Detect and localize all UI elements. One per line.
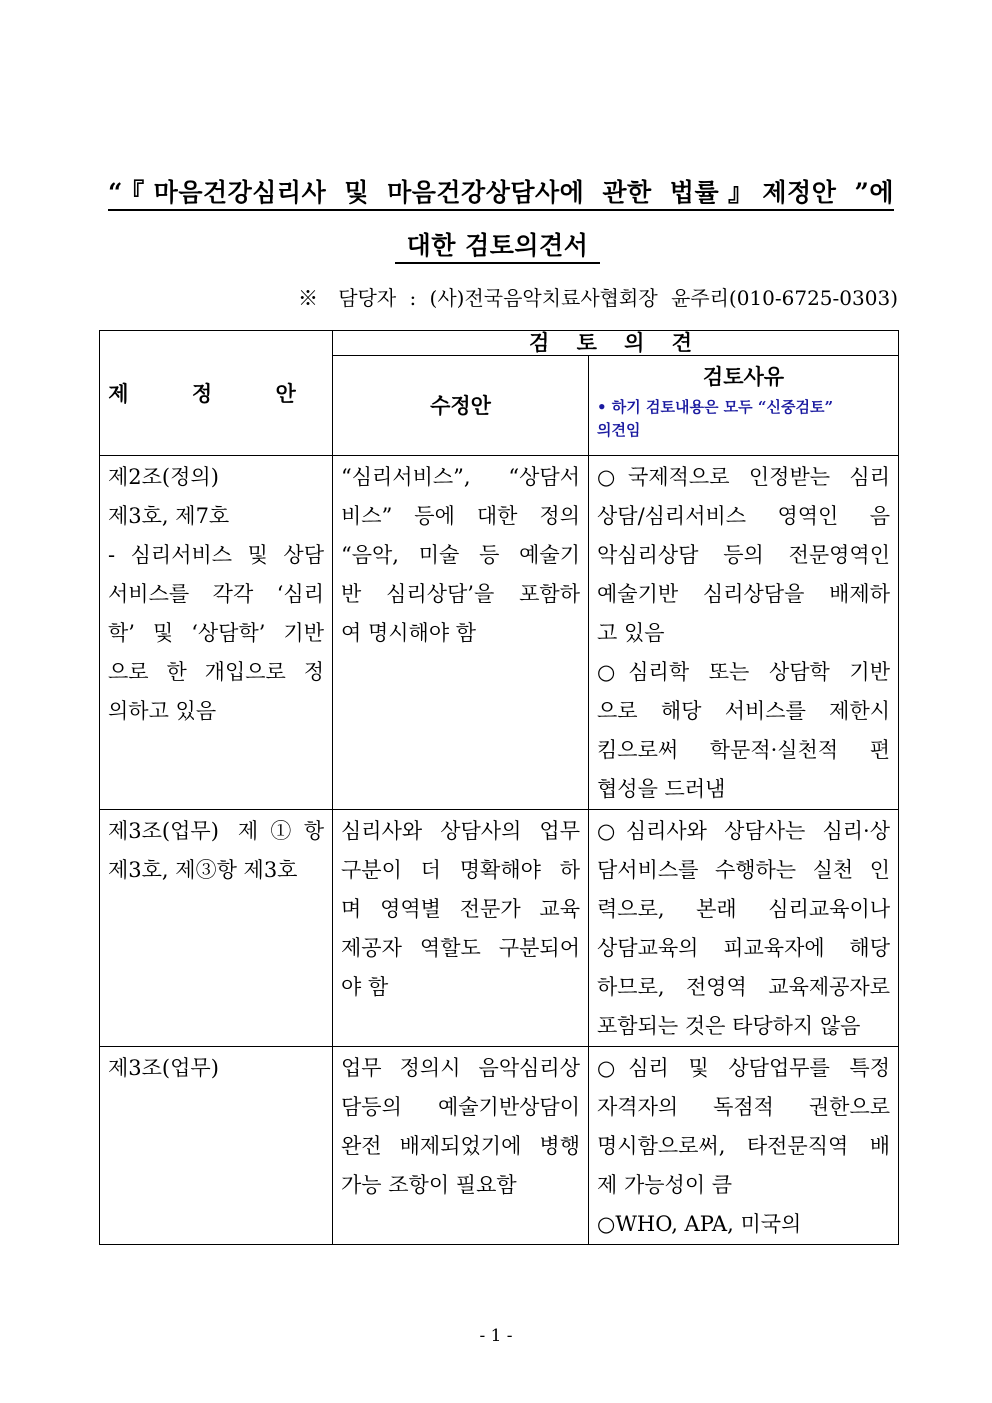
header-reason-cell [589, 356, 899, 456]
revision-text-line: 야 함 [341, 975, 389, 999]
header-note: • 하기 검토내용은 모두 “신중검토” [597, 398, 834, 416]
reason-text-line: 포함되는 것은 타당하지 않음 [597, 1014, 861, 1038]
revision-text-line: 구분이 더 명확해야 하 [341, 858, 580, 882]
revision-cell [333, 810, 589, 1047]
contact-info: ※ 담당자 : (사)전국음악치료사협회장 윤주리(010-6725-0303) [298, 286, 898, 310]
header-reason: 검토사유 [702, 364, 785, 389]
reason-text-line: 상담교육의 피교육자에 해당 [597, 936, 891, 960]
reason-cell [589, 810, 899, 1047]
reason-text-line: 예술기반 심리상담을 배제하 [597, 582, 891, 606]
revision-text-line: 가능 조항이 필요함 [341, 1173, 517, 1197]
header-proposal: 제 정 안 [100, 331, 333, 456]
revision-text-line: 반 심리상담’을 포함하 [341, 582, 580, 606]
revision-text-line: 며 영역별 전문가 교육 [341, 897, 580, 921]
revision-text-line: “심리서비스”, “상담서 [341, 465, 580, 489]
proposal-text-line: 제3조(업무) [108, 1056, 219, 1080]
table-row [100, 810, 899, 1047]
reason-text-line: 자격자의 독점적 권한으로 [597, 1095, 891, 1119]
proposal-text-line: 으로 한 개입으로 정 [108, 660, 324, 684]
reason-text-line: ○심리학 또는 상담학 기반 [597, 660, 891, 684]
revision-text-line: 완전 배제되었기에 병행 [341, 1134, 580, 1158]
table-row [100, 456, 899, 810]
header-review-opinion: 검 토 의 견 [333, 331, 899, 356]
reason-text-line: 으로 해당 서비스를 제한시 [597, 699, 891, 723]
revision-text-line: 심리사와 상담사의 업무 [341, 819, 580, 843]
proposal-cell [100, 1047, 333, 1245]
proposal-text-line: 제3호, 제7호 [108, 504, 230, 528]
proposal-text-line: 학’ 및 ‘상담학’ 기반 [108, 621, 324, 645]
review-table [99, 330, 899, 1245]
reason-text-line: 악심리상담 등의 전문영역인 [597, 543, 891, 567]
reason-text-line: 상담/심리서비스 영역인 음 [597, 504, 891, 528]
reason-cell [589, 456, 899, 810]
table-row [100, 1047, 899, 1245]
reason-text-line: ○WHO, APA, 미국의 [597, 1212, 802, 1236]
revision-text-line: 담등의 예술기반상담이 [341, 1095, 580, 1119]
reason-text-line: 협성을 드러냄 [597, 777, 726, 801]
reason-cell [589, 1047, 899, 1245]
proposal-text-line: 제3호, 제③항 제3호 [108, 858, 298, 882]
reason-text-line: 하므로, 전영역 교육제공자로 [597, 975, 891, 999]
proposal-text-line: - 심리서비스 및 상담 [108, 543, 324, 567]
reason-text-line: 력으로, 본래 심리교육이나 [597, 897, 891, 921]
revision-text-line: 비스” 등에 대한 정의 [341, 504, 580, 528]
reason-text-line: ○심리사와 상담사는 심리·상 [597, 819, 891, 843]
proposal-cell [100, 456, 333, 810]
reason-text-line: 킴으로써 학문적·실천적 편 [597, 738, 891, 762]
proposal-text-line: 제2조(정의) [108, 465, 219, 489]
revision-text-line: “음악, 미술 등 예술기 [341, 543, 580, 567]
revision-text-line: 여 명시해야 함 [341, 621, 477, 645]
reason-text-line: ○국제적으로 인정받는 심리 [597, 465, 891, 489]
reason-text-line: ○심리 및 상담업무를 특정 [597, 1056, 891, 1080]
proposal-text-line: 의하고 있음 [108, 699, 217, 723]
reason-text-line: 명시함으로써, 타전문직역 배 [597, 1134, 891, 1158]
revision-cell [333, 456, 589, 810]
reason-text-line: 제 가능성이 큼 [597, 1173, 733, 1197]
reason-text-line: 담서비스를 수행하는 실천 인 [597, 858, 891, 882]
header-note-cont: 의견임 [597, 421, 641, 439]
document-title-line2: 대한 검토의견서 [395, 226, 600, 264]
page-number: - 1 - [479, 1326, 513, 1346]
proposal-text-line: 제3조(업무) 제①항 [108, 819, 324, 843]
reason-text-line: 고 있음 [597, 621, 665, 645]
document-title-line1: “『마음건강심리사 및 마음건강상담사에 관한 법률』제정안 ”에 [108, 173, 894, 211]
revision-text-line: 제공자 역할도 구분되어 [341, 936, 580, 960]
revision-cell [333, 1047, 589, 1245]
revision-text-line: 업무 정의시 음악심리상 [341, 1056, 580, 1080]
header-revision: 수정안 [333, 356, 589, 456]
proposal-text-line: 서비스를 각각 ‘심리 [108, 582, 324, 606]
proposal-cell [100, 810, 333, 1047]
